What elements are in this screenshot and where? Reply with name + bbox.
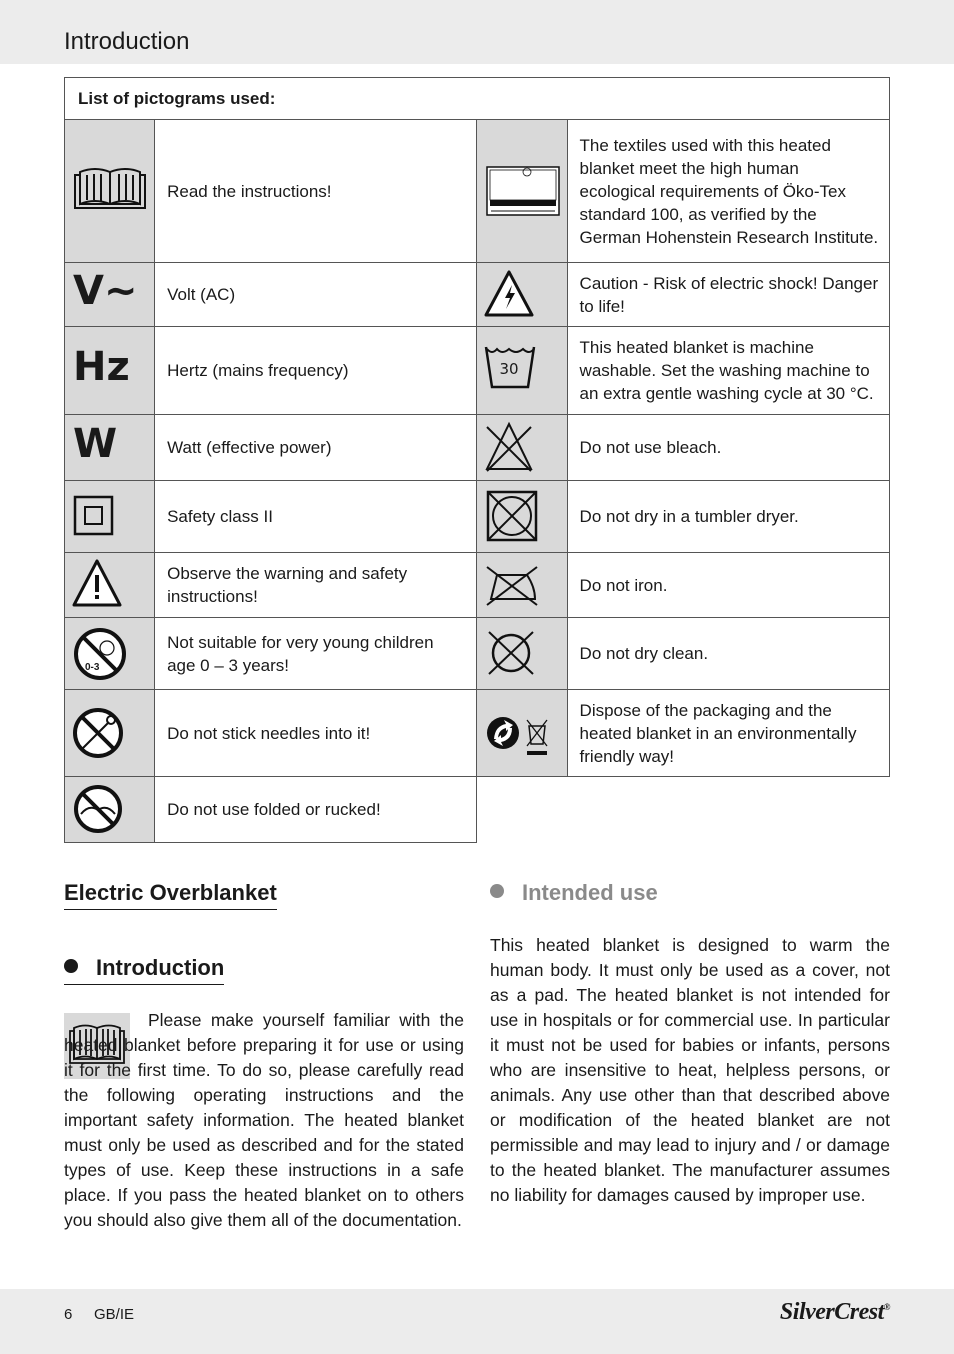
intro-text-content: Please make yourself familiar with the heated blanket before preparing it for use or using it for the first time. To do so, please carefully read the following operating instructions and the important safety information. The heated blanket must only be used as described and for the stated types of use. Keep these instructions in a safe place. If you pass the heated blanket on to others you should also give them all of the documentation. bbox=[64, 1010, 464, 1230]
pictogram-desc: Do not use folded or rucked! bbox=[155, 777, 477, 843]
pictogram-desc: Do not use bleach. bbox=[567, 415, 889, 481]
pictogram-desc: Do not dry in a tumbler dryer. bbox=[567, 481, 889, 553]
pictogram-desc: Observe the warning and safety instructions! bbox=[155, 553, 477, 618]
no-needles-icon bbox=[65, 690, 155, 777]
book-icon bbox=[65, 120, 155, 263]
safety-class-2-icon bbox=[65, 481, 155, 553]
pictogram-desc: Watt (effective power) bbox=[155, 415, 477, 481]
not-for-children-icon bbox=[65, 618, 155, 690]
page-footer bbox=[0, 1289, 954, 1354]
pictogram-desc: Not suitable for very young children age 0 – 3 years! bbox=[155, 618, 477, 690]
oeko-tex-label-icon bbox=[477, 120, 567, 263]
empty-cell bbox=[477, 777, 890, 843]
page-header bbox=[0, 0, 954, 64]
no-tumble-dry-icon bbox=[477, 481, 567, 553]
pictogram-desc: Do not stick needles into it! bbox=[155, 690, 477, 777]
no-dry-clean-icon bbox=[477, 618, 567, 690]
pictogram-table bbox=[64, 77, 890, 843]
bullet-icon bbox=[64, 959, 78, 973]
no-iron-icon bbox=[477, 553, 567, 618]
pictogram-desc: Caution - Risk of electric shock! Danger to life! bbox=[567, 263, 889, 327]
wash-30-icon bbox=[477, 327, 567, 415]
intended-use-text: This heated blanket is designed to warm the human body. It must only be used as a cover, not as a pad. The heated blanket is not intended for use in hospitals or for commercial use. In particular it must not be used for babies or infants, persons who are insensitive to heat, helpless persons, or animals. Any use other than that described above or modification of the heated blanket are not permissible and may lead to injury and / or damage to the heated blanket. The manufacturer assumes no liability for damages caused by improper use. bbox=[490, 935, 890, 1205]
pictogram-desc: Safety class II bbox=[155, 481, 477, 553]
intended-use-heading bbox=[490, 880, 658, 909]
warning-triangle-icon bbox=[65, 553, 155, 618]
intro-heading bbox=[64, 955, 224, 985]
language-code: GB/IE bbox=[94, 1306, 135, 1323]
hertz-symbol: Hz bbox=[73, 343, 130, 390]
brand-logo bbox=[780, 1299, 890, 1326]
pictogram-table-heading: List of pictograms used: bbox=[65, 78, 890, 120]
product-title: Electric Overblanket bbox=[64, 880, 277, 910]
pictogram-desc: Do not iron. bbox=[567, 553, 889, 618]
intro-text bbox=[64, 1008, 464, 1233]
electric-shock-warning-icon bbox=[477, 263, 567, 327]
brand-mark: ® bbox=[883, 1302, 890, 1312]
bullet-icon bbox=[490, 884, 504, 898]
hertz-icon bbox=[65, 327, 155, 415]
volt-ac-icon bbox=[65, 263, 155, 327]
page-number: 6 bbox=[64, 1306, 73, 1323]
intended-use-heading-text: Intended use bbox=[522, 880, 658, 905]
recycle-weee-icon bbox=[477, 690, 567, 777]
pictogram-desc: Dispose of the packaging and the heated blanket in an environmentally friendly way! bbox=[567, 690, 889, 777]
no-folding-icon bbox=[65, 777, 155, 843]
watt-icon bbox=[65, 415, 155, 481]
pictogram-desc: Hertz (mains frequency) bbox=[155, 327, 477, 415]
brand-name: SilverCrest bbox=[779, 1299, 884, 1325]
volt-ac-symbol: V~ bbox=[73, 267, 138, 314]
pictogram-desc: Do not dry clean. bbox=[567, 618, 889, 690]
page-header-title: Introduction bbox=[64, 28, 190, 55]
watt-symbol: W bbox=[73, 420, 118, 467]
intro-heading-text: Introduction bbox=[96, 955, 225, 980]
wash-temperature: 30 bbox=[499, 360, 519, 378]
pictogram-desc: The textiles used with this heated blanket meet the high human ecological requirements of Öko-Tex standard 100, as verified by the German Hohenstein Research Institute. bbox=[567, 120, 889, 263]
pictogram-desc: Read the instructions! bbox=[155, 120, 477, 263]
child-age-label: 0-3 bbox=[85, 662, 100, 673]
pictogram-desc: Volt (AC) bbox=[155, 263, 477, 327]
pictogram-desc: This heated blanket is machine washable. Set the washing machine to an extra gentle washing cycle at 30 °C. bbox=[567, 327, 889, 415]
no-bleach-icon bbox=[477, 415, 567, 481]
